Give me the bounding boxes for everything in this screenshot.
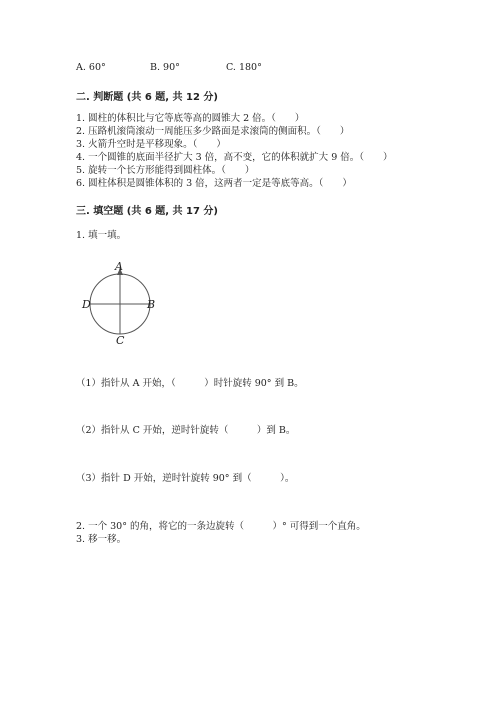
question-2: 2. 一个 30° 的角，将它的一条边旋转（ ）° 可得到一个直角。	[76, 521, 366, 532]
judgement-item-3: 3. 火箭升空时是平移现象。（ ）	[76, 139, 226, 150]
option-c: C. 180°	[226, 62, 262, 73]
question-3: 3. 移一移。	[76, 534, 127, 545]
judgement-item-6: 6. 圆柱体积是圆锥体积的 3 倍，这两者一定是等底等高。（ ）	[76, 178, 352, 189]
judgement-item-1: 1. 圆柱的体积比与它等底等高的圆锥大 2 倍。（ ）	[76, 113, 305, 124]
judgement-item-5: 5. 旋转一个长方形能得到圆柱体。（ ）	[76, 165, 255, 176]
point-label-a: A	[115, 260, 123, 273]
question-1: 1. 填一填。	[76, 230, 127, 241]
judgement-item-2: 2. 压路机滚筒滚动一周能压多少路面是求滚筒的侧面积。（ ）	[76, 126, 350, 137]
section-title-fill-blank: 三. 填空题 (共 6 题, 共 17 分)	[76, 206, 218, 217]
option-a: A. 60°	[76, 62, 106, 73]
judgement-item-4: 4. 一个圆锥的底面半径扩大 3 倍，高不变，它的体积就扩大 9 倍。（ ）	[76, 152, 393, 163]
sub-question-1: （1）指针从 A 开始，（ ）时针旋转 90° 到 B。	[76, 378, 304, 389]
option-b: B. 90°	[150, 62, 180, 73]
point-label-d: D	[82, 298, 91, 311]
section-title-judgement: 二. 判断题 (共 6 题, 共 12 分)	[76, 92, 218, 103]
sub-question-2: （2）指针从 C 开始，逆时针旋转（ ）到 B。	[76, 425, 296, 436]
point-label-c: C	[116, 334, 125, 347]
point-label-b: B	[147, 298, 156, 311]
sub-question-3: （3）指针 D 开始，逆时针旋转 90° 到（ ）。	[76, 473, 295, 484]
